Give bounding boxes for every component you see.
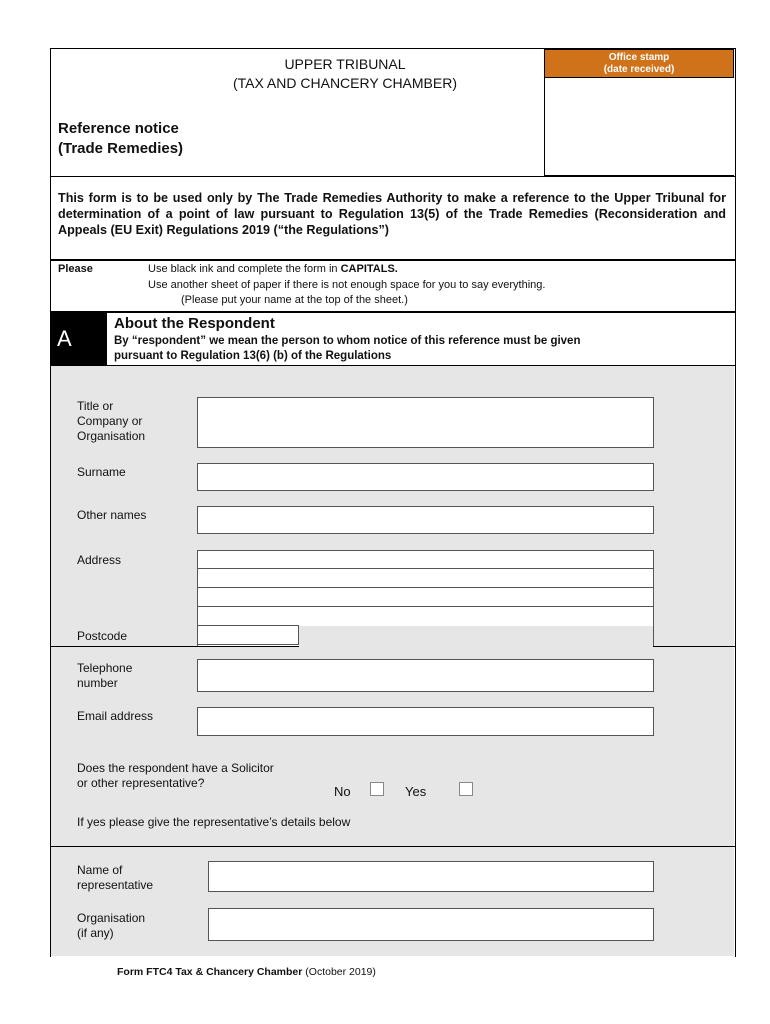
office-stamp-box xyxy=(544,78,734,176)
no-checkbox[interactable] xyxy=(370,782,384,796)
stamp-label: Office stamp xyxy=(608,52,670,63)
title-label-line: Title or xyxy=(77,399,114,413)
section-a-title: About the Respondent xyxy=(114,315,275,332)
address-line-field[interactable] xyxy=(197,587,654,607)
telephone-field[interactable] xyxy=(197,659,654,692)
office-stamp-header xyxy=(544,49,734,78)
rep-organisation-label-line: Organisation xyxy=(77,911,146,925)
other-names-field[interactable] xyxy=(197,506,654,534)
company-label-line: Company or xyxy=(77,414,143,428)
notice-subtitle-line: (Trade Remedies) xyxy=(58,140,184,157)
footer xyxy=(117,966,376,978)
instructions-line-3: (Please put your name at the top of the sheet.) xyxy=(181,294,408,306)
notice-title-line: Reference notice xyxy=(58,120,179,137)
email-label: Email address xyxy=(77,709,154,723)
footer-form-name: Form FTC4 Tax & Chancery Chamber xyxy=(117,966,303,978)
solicitor-question-line: or other representative? xyxy=(77,776,205,790)
tribunal-title: UPPER TRIBUNAL xyxy=(284,56,406,72)
stamp-sublabel: (date received) xyxy=(603,64,675,75)
solicitor-question xyxy=(77,761,274,791)
divider xyxy=(50,176,736,177)
instructions-line-2: Use another sheet of paper if there is not enough space for you to say everything. xyxy=(148,279,546,291)
intro-paragraph: This form is to be used only by The Trade Remedies Authority to make a reference to the Upper Tribunal for determination of a point of law pursuant to Regulation 13(5) of the Trade Remedies (Reconsideration and Appeals (EU Exit) Regulations 2019 (“the Regulations”) xyxy=(58,191,726,237)
email-field[interactable] xyxy=(197,707,654,736)
notice-title xyxy=(58,119,183,159)
rep-name-label-line: representative xyxy=(77,878,154,892)
postcode-gap xyxy=(299,626,653,647)
telephone-label-line: Telephone xyxy=(77,661,133,675)
organisation-label-line: Organisation xyxy=(77,429,146,443)
section-a-subtitle xyxy=(114,334,580,364)
surname-label: Surname xyxy=(77,465,126,479)
rep-organisation-label-line: (if any) xyxy=(77,926,114,940)
rep-organisation-field[interactable] xyxy=(208,908,654,941)
address-line-field[interactable] xyxy=(197,606,654,626)
yes-checkbox[interactable] xyxy=(459,782,473,796)
other-names-label: Other names xyxy=(77,508,147,522)
title-company-field[interactable] xyxy=(197,397,654,448)
footer-date: (October 2019) xyxy=(302,966,376,978)
surname-field[interactable] xyxy=(197,463,654,491)
divider xyxy=(50,259,736,261)
number-label-line: number xyxy=(77,676,118,690)
postcode-label: Postcode xyxy=(77,629,128,643)
address-line-field[interactable] xyxy=(197,550,654,569)
section-a-subtitle-line: pursuant to Regulation 13(6) (b) of the Regulations xyxy=(114,350,392,362)
yes-label: Yes xyxy=(405,784,427,799)
chamber-title: (TAX AND CHANCERY CHAMBER) xyxy=(232,75,458,91)
section-a-letter: A xyxy=(51,313,107,365)
if-yes-instruction: If yes please give the representative’s details below xyxy=(77,815,351,829)
rep-organisation-label xyxy=(77,911,145,941)
address-line-field[interactable] xyxy=(197,568,654,588)
rep-name-label xyxy=(77,863,153,893)
instructions-capitals: CAPITALS. xyxy=(340,263,398,275)
instructions-label: Please xyxy=(58,263,93,275)
divider xyxy=(50,311,736,313)
divider xyxy=(50,846,736,847)
title-company-label xyxy=(77,399,145,444)
rep-name-field[interactable] xyxy=(208,861,654,892)
postcode-field[interactable] xyxy=(197,625,299,645)
instructions-line-1 xyxy=(148,263,398,275)
instructions-line-1-text: Use black ink and complete the form in xyxy=(148,263,341,275)
rep-name-label-line: Name of xyxy=(77,863,123,877)
section-a-subtitle-line: By “respondent” we mean the person to whom notice of this reference must be given xyxy=(114,335,581,347)
address-label: Address xyxy=(77,553,122,567)
solicitor-question-line: Does the respondent have a Solicitor xyxy=(77,761,274,775)
no-label: No xyxy=(334,784,351,799)
telephone-label xyxy=(77,661,132,691)
